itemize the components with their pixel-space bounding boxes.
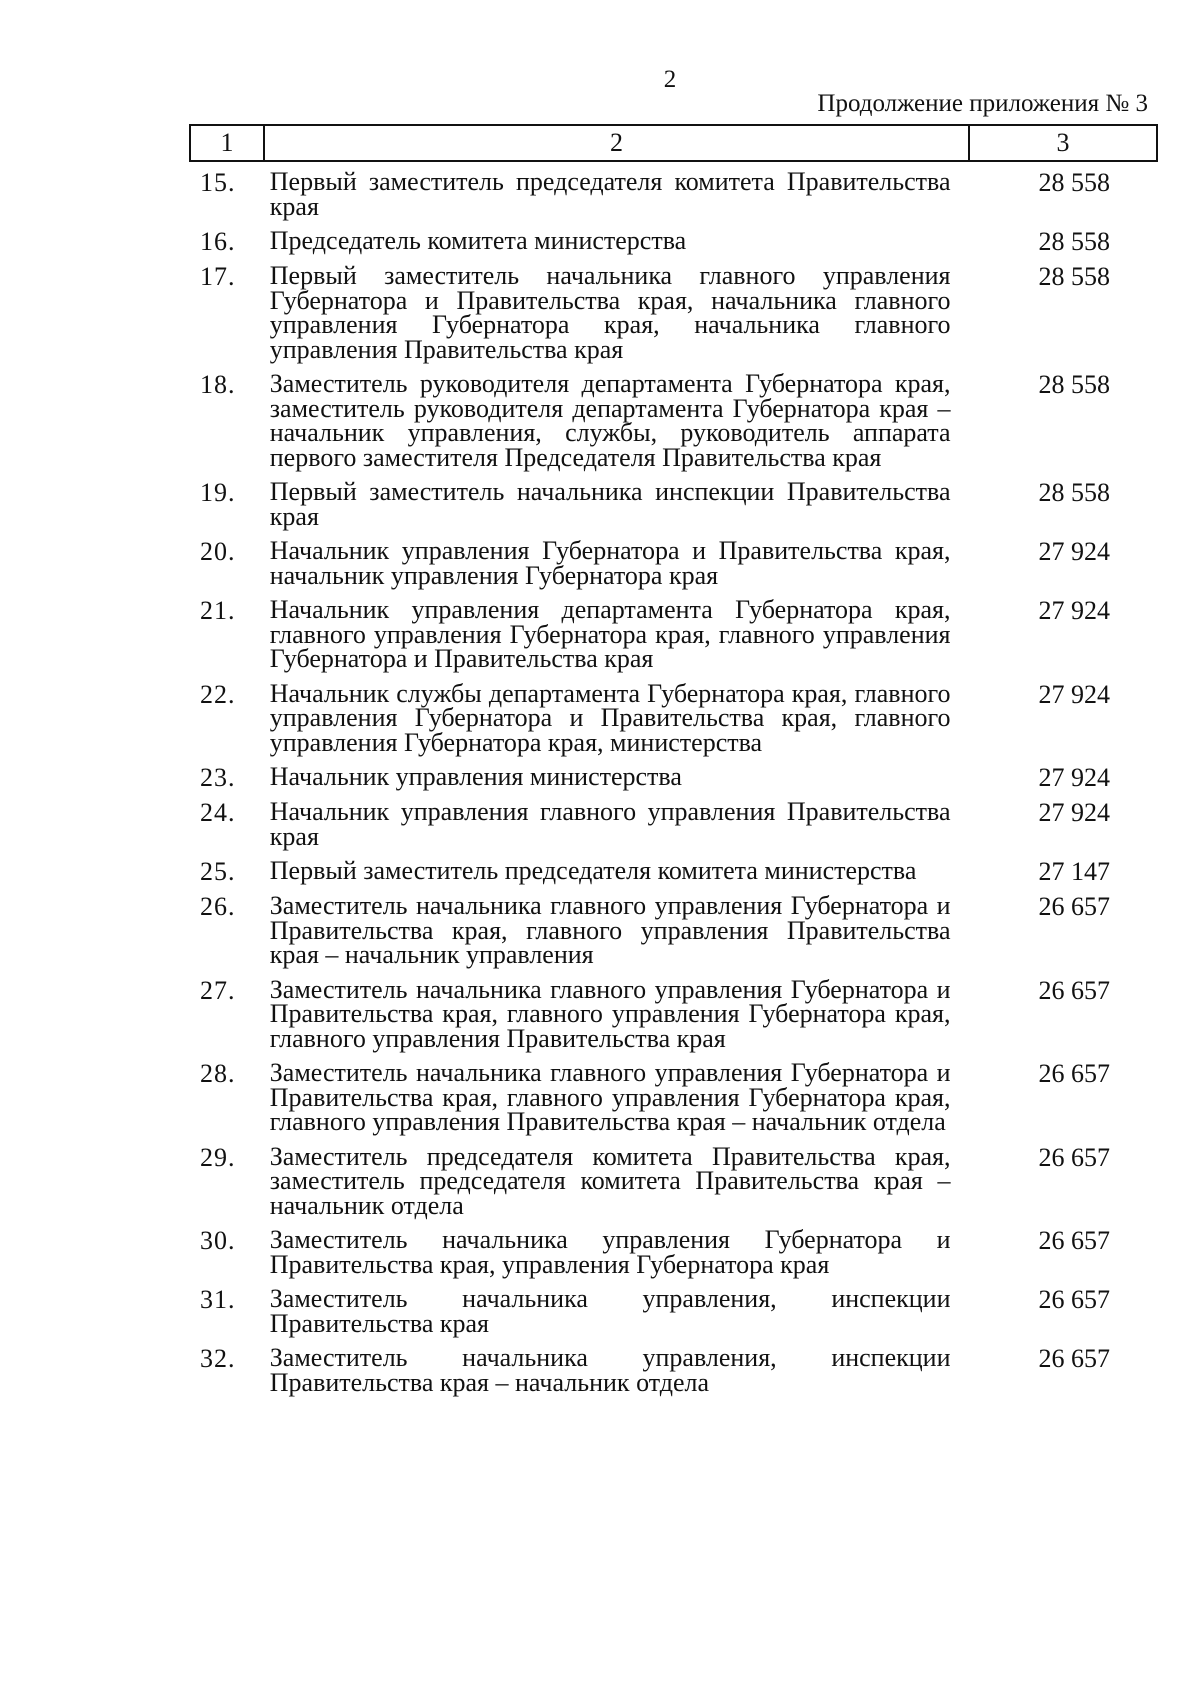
position-title: Заместитель начальника управления Губернатора и Правительства края, управления Губернатора края bbox=[269, 1225, 951, 1279]
table-row bbox=[200, 762, 1120, 792]
salary-value: 28 558 bbox=[1038, 262, 1110, 291]
salary-value: 28 558 bbox=[1038, 227, 1110, 256]
table-row bbox=[200, 856, 1120, 886]
row-number: 16. bbox=[200, 227, 236, 256]
salary-value: 26 657 bbox=[1038, 975, 1110, 1005]
salary-value: 28 558 bbox=[1038, 370, 1110, 399]
row-number: 30. bbox=[200, 1226, 236, 1255]
table-header bbox=[189, 124, 1158, 162]
row-number: 29. bbox=[200, 1142, 236, 1172]
row-number: 32. bbox=[200, 1344, 236, 1373]
row-number: 27. bbox=[200, 975, 236, 1005]
appendix-continuation-label: Продолжение приложения № 3 bbox=[817, 90, 1148, 117]
table-header-col-2: 2 bbox=[265, 126, 970, 160]
position-title: Начальник управления главного управления Правительства края bbox=[269, 797, 951, 851]
table-row bbox=[200, 678, 1120, 757]
table-row bbox=[200, 1225, 1120, 1279]
salary-value: 28 558 bbox=[1038, 478, 1110, 507]
position-title: Заместитель начальника управления, инспекции Правительства края – начальник отдела bbox=[269, 1343, 951, 1397]
salary-value: 27 147 bbox=[1038, 857, 1110, 886]
row-number: 15. bbox=[200, 168, 236, 197]
table-row bbox=[200, 797, 1120, 851]
row-number: 17. bbox=[200, 262, 236, 291]
position-title: Начальник управления департамента Губернатора края, главного управления Губернатора края, главного управления Губернатора и Правительства края bbox=[269, 595, 951, 673]
row-number: 18. bbox=[200, 370, 236, 399]
row-number: 22. bbox=[200, 679, 236, 709]
position-title: Заместитель начальника управления, инспекции Правительства края bbox=[269, 1284, 951, 1338]
position-title: Заместитель начальника главного управления Губернатора и Правительства края, главного управления Губернатора края, главного управления Правительства края bbox=[269, 974, 951, 1053]
table-row bbox=[200, 1343, 1120, 1397]
position-title: Первый заместитель председателя комитета Правительства края bbox=[269, 167, 951, 221]
salary-value: 28 558 bbox=[1038, 168, 1110, 197]
table-row bbox=[200, 1058, 1120, 1136]
table-row bbox=[200, 1284, 1120, 1338]
table-row bbox=[200, 595, 1120, 673]
salary-value: 26 657 bbox=[1038, 1344, 1110, 1373]
table-row bbox=[200, 167, 1120, 221]
table-body bbox=[200, 167, 1120, 1405]
salary-value: 27 924 bbox=[1038, 798, 1110, 827]
row-number: 24. bbox=[200, 798, 236, 827]
salary-value: 26 657 bbox=[1038, 1226, 1110, 1255]
position-title: Начальник службы департамента Губернатора края, главного управления Губернатора и Правительства края, главного управления Губернатора края, министерства bbox=[269, 678, 951, 757]
position-title: Начальник управления Губернатора и Правительства края, начальник управления Губернатора края bbox=[269, 536, 951, 590]
salary-value: 26 657 bbox=[1038, 1142, 1110, 1172]
salary-value: 27 924 bbox=[1038, 596, 1110, 625]
salary-value: 27 924 bbox=[1038, 679, 1110, 709]
position-title: Заместитель начальника главного управления Губернатора и Правительства края, главного управления Правительства края – начальник управления bbox=[269, 891, 951, 969]
row-number: 31. bbox=[200, 1285, 236, 1314]
salary-value: 26 657 bbox=[1038, 1285, 1110, 1314]
table-row bbox=[200, 1141, 1120, 1220]
salary-value: 27 924 bbox=[1038, 537, 1110, 566]
position-title: Первый заместитель начальника инспекции Правительства края bbox=[269, 477, 951, 531]
table-row bbox=[200, 477, 1120, 531]
table-row bbox=[200, 974, 1120, 1053]
position-title: Начальник управления министерства bbox=[269, 762, 682, 791]
row-number: 25. bbox=[200, 857, 236, 886]
salary-value: 26 657 bbox=[1038, 892, 1110, 921]
row-number: 28. bbox=[200, 1059, 236, 1088]
position-title: Первый заместитель начальника главного управления Губернатора и Правительства края, начальника главного управления Губернатора края, начальника главного управления Правительства края bbox=[269, 261, 951, 364]
position-title: Заместитель председателя комитета Правительства края, заместитель председателя комитета Правительства края – начальник отдела bbox=[269, 1141, 951, 1220]
table-header-col-3: 3 bbox=[1056, 128, 1070, 157]
row-number: 19. bbox=[200, 478, 236, 507]
table-row bbox=[200, 536, 1120, 590]
table-row bbox=[200, 891, 1120, 969]
row-number: 21. bbox=[200, 596, 236, 625]
row-number: 26. bbox=[200, 892, 236, 921]
salary-value: 27 924 bbox=[1038, 763, 1110, 792]
page-number: 2 bbox=[663, 66, 677, 93]
table-row bbox=[200, 369, 1120, 472]
table-row bbox=[200, 261, 1120, 364]
position-title: Заместитель начальника главного управления Губернатора и Правительства края, главного управления Губернатора края, главного управления Правительства края – начальник отдела bbox=[269, 1058, 951, 1136]
position-title: Заместитель руководителя департамента Губернатора края, заместитель руководителя департамента Губернатора края – начальник управления, службы, руководитель аппарата первого заместителя Председателя Правительства края bbox=[269, 369, 951, 472]
salary-value: 26 657 bbox=[1038, 1059, 1110, 1088]
position-title: Первый заместитель председателя комитета министерства bbox=[269, 856, 917, 885]
table-row bbox=[200, 226, 1120, 256]
row-number: 23. bbox=[200, 763, 236, 792]
position-title: Председатель комитета министерства bbox=[269, 226, 687, 255]
table-header-col-1: 1 bbox=[191, 126, 265, 160]
row-number: 20. bbox=[200, 537, 236, 566]
